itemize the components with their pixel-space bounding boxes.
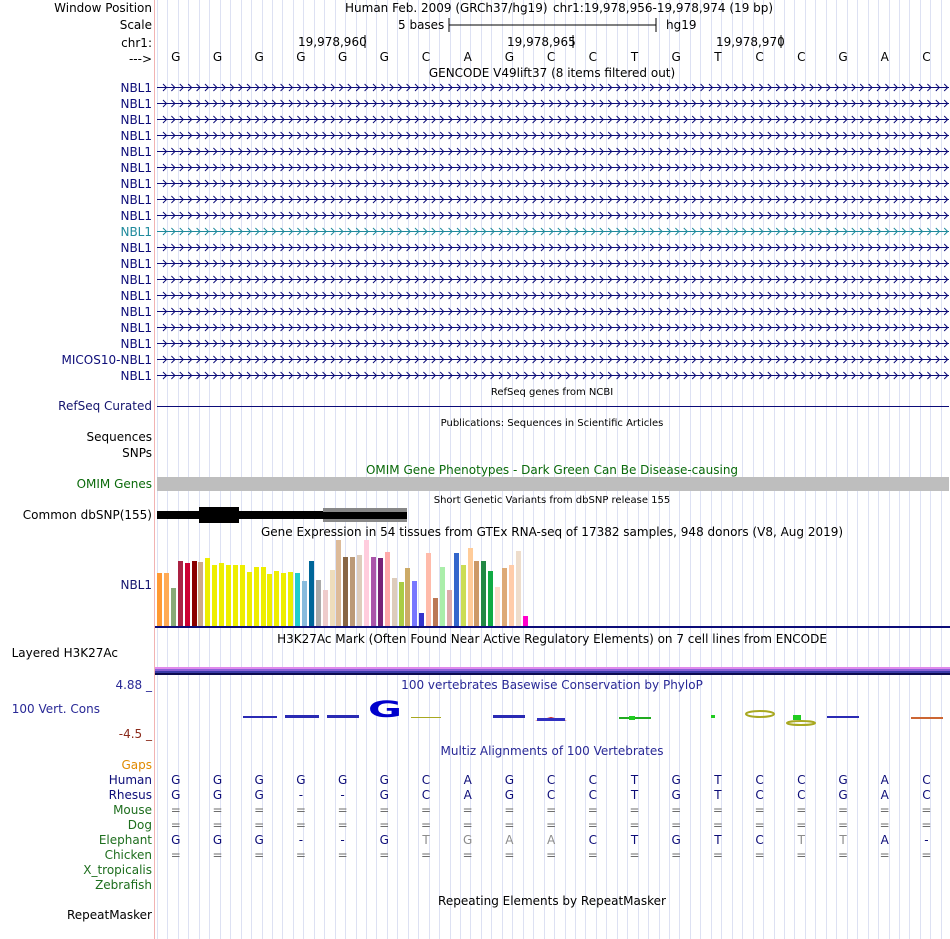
gencode-transcript-label[interactable]: NBL1 [120,337,152,351]
alignment-base: = [504,803,515,817]
alignment-base: G [171,833,181,847]
multiz-track-title: Multiz Alignments of 100 Vertebrates [440,744,664,758]
gencode-transcript-label[interactable]: NBL1 [120,289,152,303]
gencode-transcript-line[interactable] [157,275,949,284]
alignment-base: T [630,833,639,847]
tick-label: 19,978,970 [716,35,785,49]
gtex-tissue-bar[interactable] [288,572,293,626]
pubs-snps-label[interactable]: SNPs [122,446,152,460]
gtex-tissue-bar[interactable] [481,561,486,626]
alignment-base: C [421,788,431,802]
alignment-base: = [546,818,557,832]
gtex-tissue-bar[interactable] [343,557,348,626]
gtex-tissue-bar[interactable] [192,561,197,626]
alignment-base: A [880,833,889,847]
alignment-base: = [629,803,640,817]
gencode-transcript-label[interactable]: NBL1 [120,145,152,159]
alignment-base: C [922,773,931,787]
gtex-tissue-bar[interactable] [254,567,259,626]
gtex-tissue-bar[interactable] [171,588,176,626]
gencode-transcript-label[interactable]: NBL1 [120,177,152,191]
alignment-base: G [463,833,473,847]
chrom-label: chr1: [121,36,152,50]
omim-track-label[interactable]: OMIM Genes [76,477,152,491]
gtex-tissue-bar[interactable] [399,582,404,626]
dna-base: G [379,50,389,64]
grid-line [784,0,785,939]
grid-line [857,0,858,939]
gtex-tissue-bar[interactable] [316,580,321,626]
alignment-base: = [921,818,932,832]
gencode-transcript-line[interactable] [157,227,949,236]
alignment-base: G [212,773,223,787]
alignment-base: = [837,848,849,862]
gencode-transcript-line[interactable] [157,99,949,108]
alignment-base: - [298,833,304,847]
alignment-base: = [212,818,223,832]
dna-base: C [588,50,597,64]
alignment-base: = [504,848,515,862]
dna-base: G [296,50,306,64]
species-label[interactable]: Mouse [113,803,152,817]
alignment-base: = [671,803,682,817]
grid-line [282,0,283,939]
alignment-base: C [755,788,764,802]
alignment-base: G [212,833,223,847]
gtex-tissue-bar[interactable] [323,590,328,626]
cons-track-title: 100 vertebrates Basewise Conservation by PhyloP [401,678,703,692]
species-label[interactable]: Rhesus [108,788,152,802]
gencode-transcript-line[interactable] [157,355,949,364]
gtex-tissue-bar[interactable] [454,553,459,626]
alignment-base: C [755,773,764,787]
dna-base: G [212,50,223,64]
alignment-base: = [754,803,765,817]
gencode-transcript-line[interactable] [157,323,949,332]
grid-line [314,0,315,939]
species-label[interactable]: X_tropicalis [83,863,152,877]
species-label[interactable]: Dog [127,818,152,832]
alignment-base: = [837,803,849,817]
species-label[interactable]: Zebrafish [95,878,152,892]
dbsnp-variant-gray[interactable] [323,508,407,512]
alignment-base: = [254,818,265,832]
alignment-base: = [504,818,515,832]
alignment-base: = [921,848,932,862]
alignment-base: C [755,833,764,847]
gtex-tissue-bar[interactable] [488,571,493,626]
alignment-base: = [337,848,348,862]
alignment-base: A [463,773,472,787]
gtex-tissue-bar[interactable] [157,573,162,626]
alignment-base: G [671,773,681,787]
alignment-base: = [170,848,181,862]
track-labels-column [0,0,154,939]
gtex-tissue-bar[interactable] [364,540,369,626]
alignment-base: T [630,773,639,787]
alignment-base: G [337,773,348,787]
pubs-sequences-label[interactable]: Sequences [86,430,152,444]
grid-line [199,0,200,939]
alignment-base: = [796,848,807,862]
gtex-tissue-bar[interactable] [426,553,431,626]
alignment-base: = [462,818,473,832]
gencode-transcript-label[interactable]: NBL1 [120,257,152,271]
repeatmasker-track-label[interactable]: RepeatMasker [66,908,152,922]
alignment-base: = [712,848,723,862]
alignment-base: = [212,803,223,817]
gtex-tissue-bar[interactable] [350,557,355,626]
gtex-tissue-bar[interactable] [474,561,479,626]
grid-line [157,0,158,939]
alignment-base: C [588,833,597,847]
gtex-tissue-bar[interactable] [516,551,521,626]
gtex-tissue-bar[interactable] [233,565,238,626]
alignment-base: = [420,848,432,862]
gencode-transcript-line[interactable] [157,371,949,380]
alignment-base: G [171,773,181,787]
gencode-transcript-line[interactable] [157,115,949,124]
dna-base: A [880,50,889,64]
gtex-baseline [155,626,950,628]
gencode-transcript-label[interactable]: NBL1 [120,305,152,319]
strand-arrow-label: ---> [128,52,152,66]
gencode-transcript-line[interactable] [157,83,949,92]
alignment-base: C [588,773,597,787]
alignment-base: T [422,833,430,847]
gencode-transcript-label[interactable]: NBL1 [120,273,152,287]
gencode-transcript-line[interactable] [157,243,949,252]
alignment-base: = [879,848,890,862]
species-label[interactable]: Chicken [104,848,152,862]
alignment-base: T [714,788,722,802]
gtex-gene-label[interactable]: NBL1 [120,578,152,592]
grid-line [868,0,869,939]
refseq-gene-line[interactable] [157,406,949,407]
h3k27ac-layer[interactable] [155,673,950,675]
alignment-base: - [298,788,304,802]
alignment-base: = [295,818,306,832]
alignment-base: G [254,773,264,787]
cons-track-label[interactable]: 100 Vert. Cons [11,702,100,716]
alignment-base: A [463,788,472,802]
alignment-base: = [212,848,223,862]
alignment-base: = [629,848,640,862]
gtex-tissue-bar[interactable] [378,558,383,626]
alignment-base: C [546,788,556,802]
tick-label: 19,978,965 [507,35,576,49]
gtex-tissue-bar[interactable] [412,581,417,626]
alignment-base: = [879,803,890,817]
gencode-transcript-label[interactable]: NBL1 [120,225,152,239]
dna-base: T [630,50,639,64]
alignment-base: = [587,818,598,832]
h3k27ac-track-label[interactable]: Layered H3K27Ac [11,646,118,660]
alignment-base: = [546,848,557,862]
dna-base: G [504,50,515,64]
grid-line [815,0,816,939]
gtex-tissue-bar[interactable] [261,567,266,626]
grid-line [188,0,189,939]
alignment-base: T [839,833,847,847]
dbsnp-track-label[interactable]: Common dbSNP(155) [22,508,152,522]
gtex-tissue-bar[interactable] [198,562,203,626]
alignment-base: G [838,773,848,787]
alignment-base: G [379,773,389,787]
dna-base: C [755,50,764,64]
gtex-tissue-bar[interactable] [447,590,452,626]
gencode-transcript-label[interactable]: NBL1 [120,241,152,255]
alignment-base: = [337,818,348,832]
grid-line [324,0,325,939]
alignment-base: C [588,788,597,802]
alignment-base: = [379,818,390,832]
gtex-tissue-bar[interactable] [523,616,528,626]
alignment-base: G [379,788,389,802]
alignment-base: C [797,773,806,787]
alignment-base: = [629,818,640,832]
cons-logo[interactable] [155,690,950,730]
cons-min-label: -4.5 _ [118,727,152,741]
alignment-base: = [754,818,765,832]
alignment-base: T [630,788,639,802]
dna-base: T [714,50,722,64]
alignment-base: T [714,773,722,787]
alignment-base: G [671,788,681,802]
h3k27ac-track-title: H3K27Ac Mark (Often Found Near Active Regulatory Elements) on 7 cell lines from ENCODE [277,632,827,646]
dbsnp-track-title: Short Genetic Variants from dbSNP release 155 [433,495,671,506]
gencode-transcript-label[interactable]: NBL1 [120,81,152,95]
alignment-base: C [421,773,431,787]
alignment-base: G [171,788,181,802]
gencode-transcript-label[interactable]: NBL1 [120,161,152,175]
alignment-base: = [379,848,390,862]
alignment-base: A [880,773,889,787]
gencode-transcript-line[interactable] [157,147,949,156]
alignment-base: = [254,803,265,817]
species-label[interactable]: Human [108,773,152,787]
alignment-base: G [671,833,681,847]
gtex-tissue-bar[interactable] [495,587,500,626]
dna-base: G [337,50,348,64]
track-image[interactable] [155,0,950,939]
gtex-tissue-bar[interactable] [274,571,279,626]
gencode-transcript-label[interactable]: NBL1 [120,209,152,223]
gencode-transcript-line[interactable] [157,291,949,300]
alignment-base: G [504,773,515,787]
gtex-tissue-bar[interactable] [440,567,445,626]
dna-base: G [171,50,181,64]
alignment-base: G [838,788,848,802]
gencode-transcript-label[interactable]: NBL1 [120,321,152,335]
alignment-base: A [505,833,514,847]
gtex-tissue-bar[interactable] [281,573,286,626]
alignment-base: = [921,803,932,817]
gtex-tissue-bar[interactable] [205,558,210,626]
gencode-transcript-label[interactable]: MICOS10-NBL1 [61,353,152,367]
alignment-base: = [587,848,598,862]
gtex-tissue-bar[interactable] [330,570,335,626]
cons-max-label: 4.88 _ [115,678,152,692]
alignment-base: C [797,788,806,802]
gencode-transcript-line[interactable] [157,259,949,268]
dna-base: C [797,50,806,64]
grid-line [241,0,242,939]
alignment-base: = [671,818,682,832]
alignment-base: = [837,818,849,832]
refseq-track-title: RefSeq genes from NCBI [490,387,614,398]
gencode-transcript-line[interactable] [157,211,949,220]
gtex-tissue-bar[interactable] [468,548,473,626]
dna-base: G [671,50,681,64]
alignment-base: G [254,833,264,847]
gtex-bar-chart[interactable] [155,540,950,626]
gencode-transcript-label[interactable]: NBL1 [120,129,152,143]
pubs-track-title: Publications: Sequences in Scientific Articles [440,418,664,429]
gtex-tissue-bar[interactable] [419,613,424,626]
alignment-base: G [379,833,389,847]
alignment-base: A [546,833,556,847]
alignment-base: = [170,803,181,817]
gaps-label: Gaps [121,758,152,772]
alignment-base: - [340,788,345,802]
alignment-base: A [880,788,889,802]
dna-base: A [463,50,472,64]
gencode-transcript-line[interactable] [157,131,949,140]
svg-text:G: G [368,698,402,723]
alignment-base: T [714,833,722,847]
alignment-base: G [504,788,515,802]
grid-line [826,0,827,939]
species-label[interactable]: Elephant [98,833,152,847]
gencode-transcript-label[interactable]: NBL1 [120,369,152,383]
gtex-tissue-bar[interactable] [185,563,190,626]
alignment-base: = [546,803,557,817]
gtex-tissue-bar[interactable] [405,568,410,626]
gtex-tissue-bar[interactable] [295,573,300,626]
gtex-tissue-bar[interactable] [371,557,376,626]
repeatmasker-track-title: Repeating Elements by RepeatMasker [438,894,666,908]
gtex-tissue-bar[interactable] [433,598,438,626]
alignment-base: = [712,818,723,832]
assembly-title: Human Feb. 2009 (GRCh37/hg19) [345,1,548,15]
grid-line [774,0,775,939]
dna-base: C [922,50,931,64]
gtex-tissue-bar[interactable] [178,561,183,626]
window-position-label: Window Position [54,1,152,15]
alignment-base: = [337,803,348,817]
alignment-base: - [924,833,929,847]
gtex-tissue-bar[interactable] [302,581,307,626]
alignment-base: = [462,848,473,862]
gtex-tissue-bar[interactable] [219,563,224,626]
gtex-tissue-bar[interactable] [385,552,390,626]
gtex-tissue-bar[interactable] [357,555,362,626]
grid-line [230,0,231,939]
alignment-base: = [170,818,181,832]
alignment-base: = [420,803,432,817]
alignment-base: - [340,833,345,847]
alignment-base: = [712,803,723,817]
alignment-base: C [546,773,556,787]
gencode-transcript-line[interactable] [157,339,949,348]
alignment-base: = [295,848,306,862]
grid-line [272,0,273,939]
gtex-track-title: Gene Expression in 54 tissues from GTEx RNA-seq of 17382 samples, 948 donors (V8, Aug 2019) [260,525,844,539]
dbsnp-variant-gray[interactable] [323,519,407,522]
refseq-track-label[interactable]: RefSeq Curated [58,399,152,413]
dna-base: G [254,50,264,64]
gtex-tissue-bar[interactable] [309,561,314,626]
gtex-tissue-bar[interactable] [461,565,466,626]
scale-db: hg19 [666,18,697,32]
dna-base: C [421,50,431,64]
gencode-transcript-line[interactable] [157,307,949,316]
window-position-value: chr1:19,978,956-19,978,974 (19 bp) [553,1,774,15]
grid-line [899,0,900,939]
alignment-base: G [254,788,264,802]
alignment-base: = [295,803,306,817]
alignment-base: G [296,773,306,787]
omim-track-title: OMIM Gene Phenotypes - Dark Green Can Be Disease-causing [365,463,739,477]
alignment-base: G [212,788,223,802]
alignment-base: C [922,788,931,802]
tick-label: 19,978,960 [298,35,367,49]
grid-line [909,0,910,939]
grid-line [356,0,357,939]
gtex-tissue-bar[interactable] [164,573,169,626]
alignment-base: T [797,833,805,847]
alignment-base: = [754,848,765,862]
alignment-base: = [462,803,473,817]
alignment-base: = [420,818,432,832]
gtex-tissue-bar[interactable] [240,565,245,626]
alignment-base: = [879,818,890,832]
gtex-tissue-bar[interactable] [392,578,397,626]
alignment-base: = [671,848,682,862]
scale-text: 5 bases [398,18,445,32]
alignment-base: = [796,818,807,832]
grid-line [742,0,743,939]
dbsnp-variant-bar[interactable] [157,511,407,519]
gencode-transcript-line[interactable] [157,195,949,204]
alignment-base: = [587,803,598,817]
gencode-transcript-label[interactable]: NBL1 [120,97,152,111]
dna-base: G [838,50,848,64]
gencode-transcript-line[interactable] [157,179,949,188]
scale-label: Scale [119,18,152,32]
alignment-base: = [796,803,807,817]
gtex-tissue-bar[interactable] [247,572,252,626]
gtex-tissue-bar[interactable] [212,565,217,626]
gtex-tissue-bar[interactable] [502,568,507,626]
dbsnp-variant-block[interactable] [199,507,239,523]
gtex-tissue-bar[interactable] [509,565,514,626]
gencode-transcript-line[interactable] [157,163,949,172]
gtex-tissue-bar[interactable] [267,574,272,626]
gtex-tissue-bar[interactable] [336,540,341,626]
dna-base: C [546,50,556,64]
omim-feature[interactable] [157,477,949,491]
gencode-transcript-label[interactable]: NBL1 [120,193,152,207]
gtex-tissue-bar[interactable] [226,565,231,626]
alignment-base: = [379,803,390,817]
gencode-transcript-label[interactable]: NBL1 [120,113,152,127]
grid-line [941,0,942,939]
alignment-base: = [254,848,265,862]
gencode-track-title: GENCODE V49lift37 (8 items filtered out) [428,66,676,80]
